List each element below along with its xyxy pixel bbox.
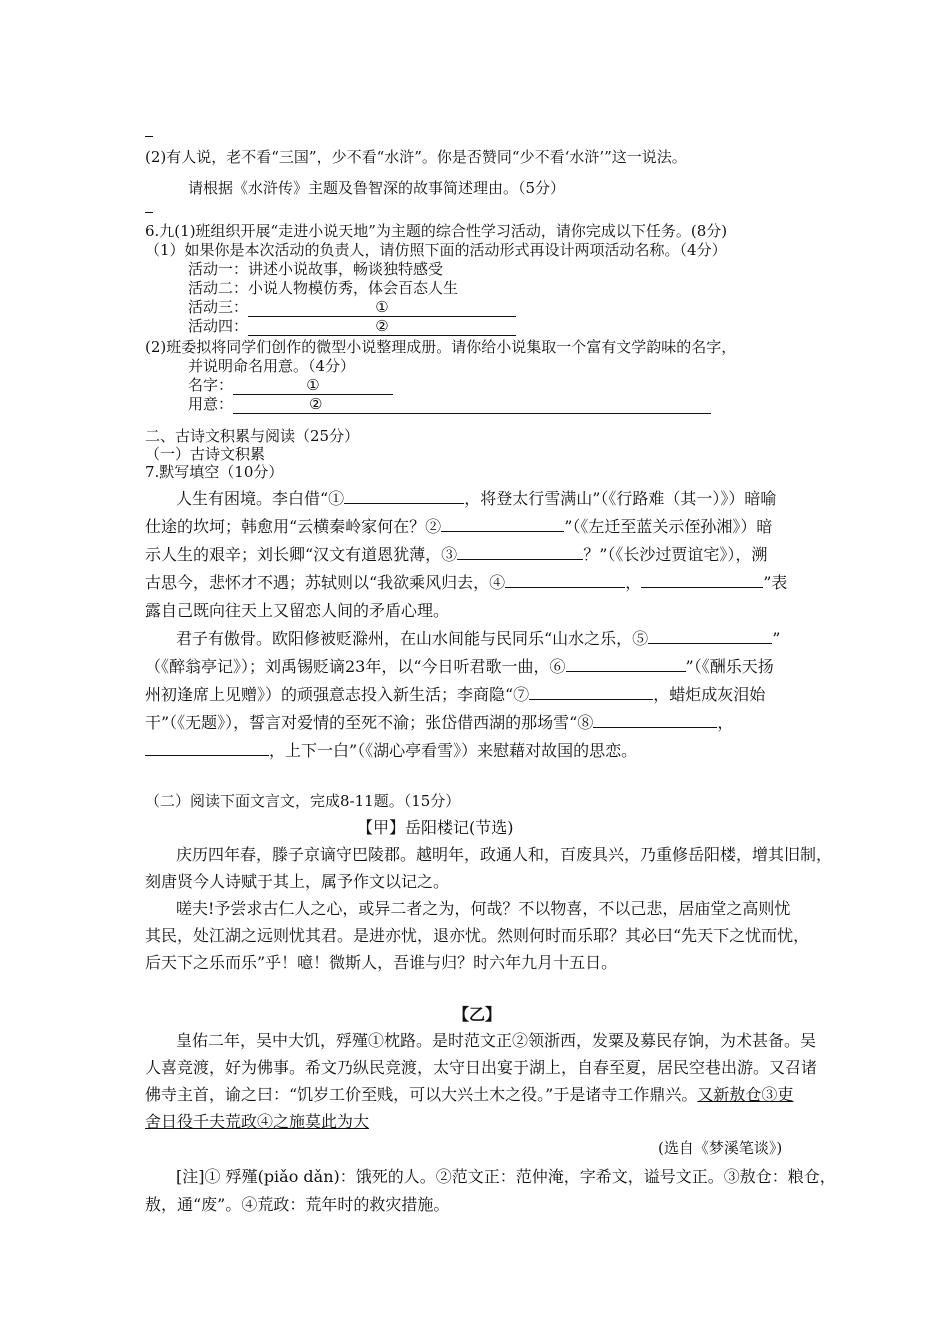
yi-line3 [145, 1082, 793, 1105]
q7-p1-line4 [145, 570, 787, 593]
blank-number: ② [309, 395, 323, 413]
blank-4b[interactable] [641, 587, 763, 588]
q7-p2-line2 [145, 654, 774, 677]
yi-title: 【乙】 [453, 1005, 502, 1024]
text-segment: ”（《酬乐天扬 [685, 657, 774, 676]
reading-intro: （二）阅读下面文言文，完成8-11题。（15分） [145, 792, 461, 810]
q6-sub2-line1: (2)班委拟将同学们创作的微型小说整理成册。请你给小说集取一个富有文学韵味的名字， [145, 338, 737, 356]
text-segment: 示人生的艰辛；刘长卿“汉文有道恩犹薄，③ [145, 545, 458, 564]
activity-4-blank[interactable] [248, 318, 516, 336]
jia-p2-line3: 后天下之乐而乐”乎！噫！微斯人，吾谁与归？时六年九月十五日。 [145, 953, 618, 972]
meaning-label: 用意： [188, 395, 234, 413]
name-label: 名字： [188, 376, 234, 394]
blank-number: ② [375, 317, 389, 335]
jia-p2-line2: 其民，处江湖之远则忧其君。是进亦忧，退亦忧。然则何时而乐耶？其必曰“先天下之忧而忧， [145, 926, 810, 945]
blank-5[interactable] [648, 643, 772, 644]
margin-mark [145, 136, 153, 137]
section-2-title: 二、古诗文积累与阅读（25分） [145, 427, 360, 445]
q5-2-line2: 请根据《水浒传》主题及鲁智深的故事简述理由。（5分） [188, 179, 566, 197]
text-segment: ”表 [763, 573, 788, 592]
text-segment: ？”（《长沙过贾谊宅》），溯 [583, 545, 768, 564]
q7-p1-line3 [145, 542, 767, 565]
yi-line1: 皇佑二年，吴中大饥，殍殣①枕路。是时范文正②领浙西，发粟及募民存饷，为术甚备。吴 [176, 1031, 817, 1050]
activity-4 [188, 315, 516, 336]
meaning-row [188, 393, 711, 414]
yi-line4-underlined: 舍日役千夫荒政④之施莫此为大 [145, 1112, 370, 1131]
blank-8b[interactable] [145, 755, 269, 756]
underlined-sentence: 又新敖仓③吏 [697, 1085, 794, 1104]
text-segment: 露自己既向往天上又留恋人间的矛盾心理。 [145, 601, 450, 620]
jia-p1-line1: 庆历四年春，滕子京谪守巴陵郡。越明年，政通人和，百废具兴，乃重修岳阳楼，增其旧制， [176, 845, 833, 864]
blank-7[interactable] [529, 699, 653, 700]
q6-sub2-line2: 并说明命名用意。（4分） [188, 357, 356, 375]
blank-number: ① [375, 298, 389, 316]
yi-line2: 人喜竞渡，好为佛事。希文乃纵民竞渡，太守日出宴于湖上，自春至夏，居民空巷出游。又召诸 [145, 1058, 818, 1077]
blank-1[interactable] [344, 503, 464, 504]
q6-sub1: （1）如果你是本次活动的负责人，请仿照下面的活动形式再设计两项活动名称。（4分） [145, 241, 727, 259]
q7-p2-line5 [145, 738, 637, 761]
activity-4-label: 活动四： [188, 317, 249, 335]
q7-p1-line2 [145, 514, 772, 537]
activity-3-label: 活动三： [188, 298, 249, 316]
q7-p2-line3 [145, 682, 765, 705]
text-segment: （《醉翁亭记》）；刘禹锡贬谪23年，以“今日听君歌一曲，⑥ [145, 657, 566, 676]
jia-title: 【甲】岳阳楼记(节选) [357, 818, 514, 837]
source-citation: (选自《梦溪笔谈》) [658, 1139, 783, 1157]
text-segment: ，将登太行雪满山”（《行路难（其一）》）暗喻 [464, 489, 777, 508]
text-segment: 干”（《无题》），誓言对爱情的至死不渝；张岱借西湖的那场雪“⑧ [145, 713, 594, 732]
blank-8a[interactable] [593, 727, 717, 728]
text-segment: ”（《左迁至蓝关示侄孙湘》）暗 [564, 517, 773, 536]
section-2-sub1: （一）古诗文积累 [145, 445, 266, 463]
text-segment: 仕途的坎坷；韩愈用“云横秦岭家何在？② [145, 517, 442, 536]
activity-2: 活动二：小说人物模仿秀，体会百态人生 [188, 279, 459, 297]
text-segment: ，蜡炬成灰泪始 [653, 685, 766, 704]
q7-p1-line1 [176, 486, 776, 509]
note-line1: [注]① 殍殣(piǎo dǎn)：饿死的人。②范文正：范仲淹，字希文，谥号文正。③敖仓：粮仓， [176, 1167, 836, 1186]
text-segment: 古思今，悲怀才不遇；苏轼则以“我欲乘风归去，④ [145, 573, 506, 592]
text-segment: 佛寺主首，谕之曰：“饥岁工价至贱，可以大兴土木之役。”于是诸寺工作鼎兴。 [145, 1085, 698, 1104]
text-segment: ， [625, 573, 642, 592]
blank-number: ① [306, 376, 320, 394]
text-segment: ” [772, 629, 781, 648]
jia-p1-line2: 刻唐贤今人诗赋于其上，属予作文以记之。 [145, 872, 450, 891]
q7-p2-line4 [145, 710, 733, 733]
q7-p1-line5 [145, 598, 449, 621]
blank-6[interactable] [566, 671, 686, 672]
activity-1: 活动一：讲述小说故事，畅谈独特感受 [188, 260, 444, 278]
meaning-blank[interactable] [233, 396, 711, 414]
q5-2-line1: (2)有人说，老不看“三国”，少不看“水浒”。你是否赞同“少不看‘水浒’”这一说法。 [145, 148, 687, 166]
text-segment: ，上下一白”（《湖心亭看雪》）来慰藉对故国的思恋。 [269, 741, 638, 760]
q6-title: 6.九(1)班组织开展“走进小说天地”为主题的综合性学习活动，请你完成以下任务。(8分) [145, 222, 728, 240]
q7-p2-line1 [176, 626, 780, 649]
text-segment: ， [717, 713, 734, 732]
blank-3[interactable] [457, 559, 583, 560]
text-segment: 州初逢席上见赠》）的顽强意志投入新生活；李商隐“⑦ [145, 685, 530, 704]
jia-p2-line1: 嗟夫!予尝求古仁人之心，或异二者之为，何哉？不以物喜，不以己悲，居庙堂之高则忧 [176, 899, 791, 918]
q7-title: 7.默写填空（10分） [145, 463, 284, 481]
text-segment: 人生有困境。李白借“① [176, 489, 345, 508]
blank-2[interactable] [441, 531, 564, 532]
margin-mark [145, 212, 153, 213]
blank-4a[interactable] [505, 587, 625, 588]
text-segment: 君子有傲骨。欧阳修被贬滁州，在山水间能与民同乐“山水之乐，⑤ [176, 629, 649, 648]
note-line2: 敖，通“废”。④荒政：荒年时的救灾措施。 [145, 1195, 450, 1214]
